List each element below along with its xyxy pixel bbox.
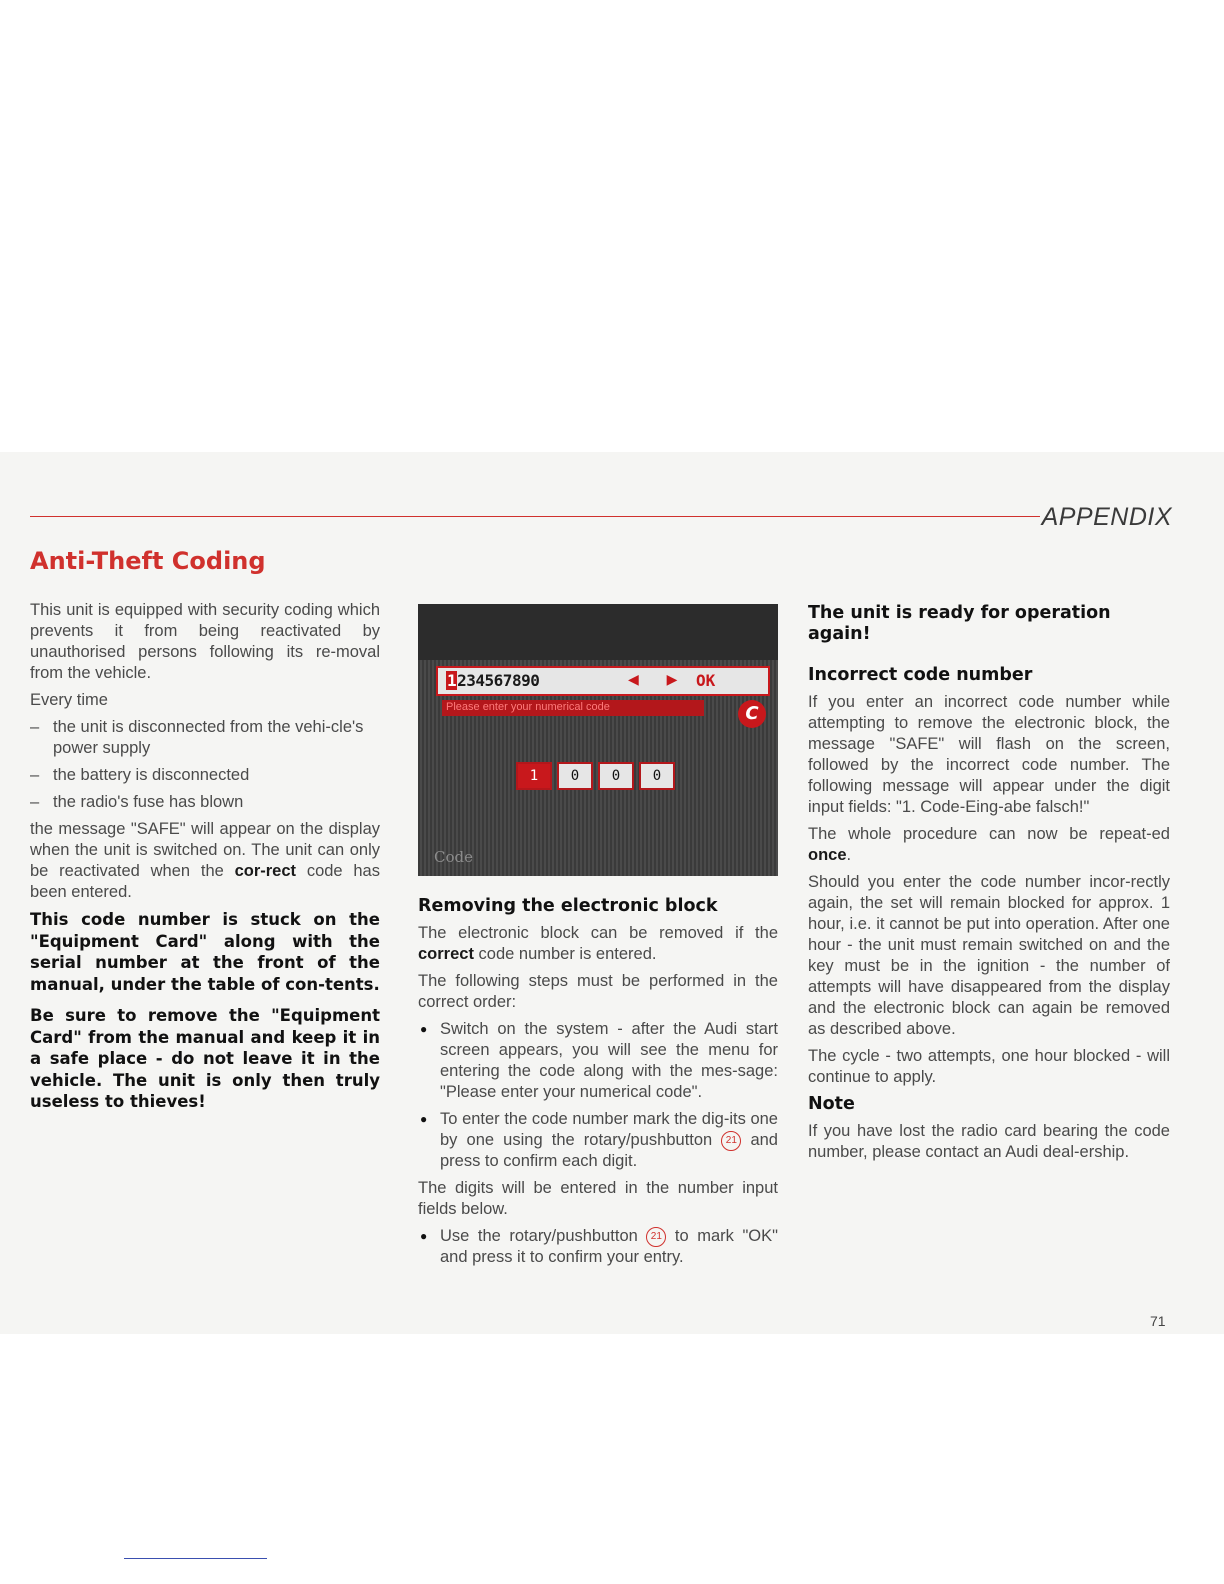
paragraph: If you enter an incorrect code number while attempting to remove the electronic block, the message "SAFE" will flash on the screen, followed by the incorrect code number. The following message will appear under the digit input fields: "1. Code-Eing-abe falsch!" bbox=[808, 693, 1170, 816]
code-digit-box: 0 bbox=[639, 762, 675, 790]
text-span: code number is entered. bbox=[473, 945, 657, 963]
text-span: The whole procedure can now be repeat-ed bbox=[808, 825, 1170, 843]
condition-list bbox=[30, 717, 380, 813]
paragraph: The following steps must be performed in the correct order: bbox=[418, 972, 778, 1011]
column-right bbox=[808, 603, 1170, 1169]
digit-row bbox=[446, 671, 539, 690]
section-label: APPENDIX bbox=[1041, 503, 1172, 531]
safe-text-bold: cor-rect bbox=[234, 862, 297, 880]
ready-heading: The unit is ready for operation again! bbox=[808, 603, 1111, 644]
code-digit-box: 0 bbox=[557, 762, 593, 790]
safety-warning: Be sure to remove the "Equipment Card" from the manual and keep it in a safe place - do not leave it in the vehicle. The unit is only then truly useless to thieves! bbox=[30, 1006, 380, 1111]
paragraph: Should you enter the code number incor-rectly again, the set will remain blocked for approx. 1 hour, i.e. it cannot be put into operation. After one hour - the unit must remain switched on and the key must be in the ignition - the number of attempts will have disappeared from the display and the electronic block can again be removed as described above. bbox=[808, 873, 1170, 1038]
bold-span: correct bbox=[418, 945, 474, 963]
header-rule bbox=[30, 516, 1040, 517]
selected-digit: 1 bbox=[447, 671, 457, 690]
note-heading: Note bbox=[808, 1094, 855, 1114]
section-heading: Removing the electronic block bbox=[418, 896, 718, 916]
rotary-knob-icon: C bbox=[738, 700, 766, 728]
arrow-icons: ◀ ▶ bbox=[628, 671, 690, 687]
text-span: The electronic block can be removed if the bbox=[418, 924, 778, 942]
bold-span: once bbox=[808, 846, 847, 864]
intro-paragraph: This unit is equipped with security coding which prevents it from being reactivated by unauthorised persons following its re-moval from the vehicle. bbox=[30, 601, 380, 682]
list-item: – the unit is disconnected from the vehi-cle's power supply bbox=[30, 717, 380, 759]
paragraph bbox=[418, 923, 778, 965]
display-top-band bbox=[418, 604, 778, 660]
section-heading: Incorrect code number bbox=[808, 665, 1033, 685]
list-item: – the battery is disconnected bbox=[30, 765, 380, 786]
text-span: and press to confirm each digit. bbox=[440, 1131, 778, 1170]
display-message: Please enter your numerical code bbox=[446, 701, 610, 713]
bullet-item: ● Switch on the system - after the Audi start screen appears, you will see the menu for entering the code along with the mes-sage: "Please enter your numerical code". bbox=[418, 1019, 778, 1103]
code-digit-box: 0 bbox=[598, 762, 634, 790]
code-input-fields bbox=[516, 762, 680, 790]
text-span: . bbox=[846, 846, 852, 864]
code-digit-box: 1 bbox=[516, 762, 552, 790]
text-span: to mark "OK" and press it to confirm your entry. bbox=[440, 1227, 778, 1266]
footer-link-underline bbox=[124, 1558, 267, 1559]
column-middle bbox=[418, 896, 778, 1274]
radio-display-image bbox=[418, 604, 778, 876]
text-span: Use the rotary/pushbutton bbox=[440, 1227, 647, 1245]
safe-text-pre: the message "SAFE" will appear on the display when the unit is switched on. The unit can only be reactivated when the bbox=[30, 820, 380, 880]
paragraph: The cycle - two attempts, one hour blocked - will continue to apply. bbox=[808, 1047, 1170, 1086]
bullet-item bbox=[418, 1226, 778, 1268]
button-reference-icon: 21 bbox=[646, 1227, 666, 1247]
text-span: To enter the code number mark the dig-its one by one using the rotary/pushbutton bbox=[440, 1110, 778, 1149]
ok-label: OK bbox=[696, 671, 716, 690]
paragraph: The digits will be entered in the number input fields below. bbox=[418, 1179, 778, 1218]
every-time-label: Every time bbox=[30, 691, 108, 709]
page-title: Anti-Theft Coding bbox=[30, 547, 266, 575]
note-paragraph: If you have lost the radio card bearing the code number, please contact an Audi deal-ership. bbox=[808, 1122, 1170, 1161]
page-number: 71 bbox=[1150, 1313, 1166, 1329]
safe-message-paragraph bbox=[30, 819, 380, 903]
digit-selector-bar bbox=[436, 666, 770, 696]
equipment-card-note: This code number is stuck on the "Equipment Card" along with the serial number at the front of the manual, under the table of con-tents. bbox=[30, 910, 380, 994]
list-item: – the radio's fuse has blown bbox=[30, 792, 380, 813]
paragraph bbox=[808, 824, 1170, 866]
code-label: Code bbox=[434, 848, 473, 866]
safe-text-post: code has been entered. bbox=[30, 862, 380, 901]
column-left bbox=[30, 600, 380, 1123]
button-reference-icon: 21 bbox=[721, 1131, 741, 1151]
bullet-item bbox=[418, 1109, 778, 1172]
remaining-digits: 234567890 bbox=[457, 671, 540, 690]
